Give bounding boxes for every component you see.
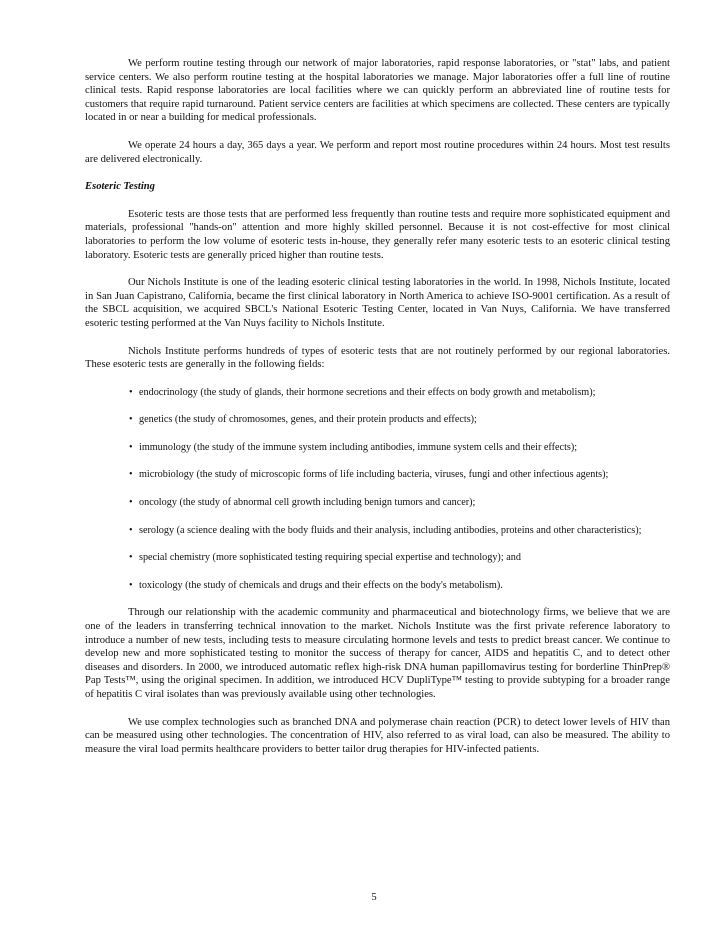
list-item [85,386,670,400]
paragraph-operating-hours: We operate 24 hours a day, 365 days a year. We perform and report most routine procedures within 24 hours. Most test results are delivered electronically. [85,139,670,165]
list-item-text: serology (a science dealing with the body fluids and their analysis, including antibodies, proteins and other characteristics); [139,524,642,536]
bullet-icon: • [129,441,133,453]
paragraph-esoteric-fields-intro: Nichols Institute performs hundreds of types of esoteric tests that are not routinely performed by our regional laboratories. These esoteric tests are generally in the following fields: [85,345,670,371]
esoteric-fields-list [85,386,670,593]
paragraph-technical-innovation: Through our relationship with the academic community and pharmaceutical and biotechnology firms, we believe that we are one of the leaders in transferring technical innovation to the market. Nichols Institute was the first private reference laboratory to introduce a number of new tests, including tests to measure circulating hormone levels and tests to predict breast cancer. We continue to develop new and more sophisticated testing to monitor the success of therapy for cancer, AIDS and hepatitis C, and to detect other diseases and disorders. In 2000, we introduced automatic reflex high-risk DNA human papillomavirus testing for borderline ThinPrep® Pap Tests™, using the original specimen. In addition, we introduced HCV DupliType™ testing to provide subtyping for a broader range of hepatitis C viral isolates than was previously available using other technologies. [85,607,670,700]
list-item-text: microbiology (the study of microscopic forms of life including bacteria, viruses, fungi and other infectious agents); [139,469,609,481]
bullet-icon: • [129,524,133,536]
bullet-icon: • [129,552,133,564]
list-item [85,441,670,455]
list-item [85,468,670,482]
paragraph-esoteric-definition: Esoteric tests are those tests that are performed less frequently than routine tests and require more sophisticated equipment and materials, professional "hands-on" attention and more highly skilled personnel. Because it is not cost-effective for most clinical laboratories to perform the low volume of esoteric tests in-house, they generally refer many esoteric tests to an esoteric clinical testing laboratory. Esoteric tests are generally priced higher than routine tests. [85,208,670,261]
paragraph-nichols-institute: Our Nichols Institute is one of the leading esoteric clinical testing laboratories in the world. In 1998, Nichols Institute, located in San Juan Capistrano, California, became the first clinical laboratory in North America to achieve ISO-9001 certification. As a result of the SBCL acquisition, we acquired SBCL's National Esoteric Testing Center, located in Van Nuys, California. We have transferred esoteric testing performed at the Van Nuys facility to Nichols Institute. [85,277,670,329]
bullet-icon: • [129,497,133,509]
list-item-text: oncology (the study of abnormal cell growth including benign tumors and cancer); [139,497,476,509]
bullet-icon: • [129,469,133,481]
paragraph-hiv-technologies: We use complex technologies such as branched DNA and polymerase chain reaction (PCR) to detect lower levels of HIV than can be measured using other technologies. The concentration of HIV, also referred to as viral load, can also be measured. The ability to measure the viral load permits healthcare providers to better tailor drug therapies for HIV-infected patients. [85,716,670,755]
bullet-icon: • [129,414,133,426]
list-item [85,524,670,538]
list-item [85,496,670,510]
page-number: 5 [371,892,377,903]
list-item [85,413,670,427]
paragraph-routine-testing-network: We perform routine testing through our network of major laboratories, rapid response laboratories, or "stat" labs, and patient service centers. We also perform routine testing at the hospital laboratories we manage. Major laboratories offer a full line of routine clinical tests. Rapid response laboratories are local facilities where we can quickly perform an abbreviated line of routine tests for customers that require rapid turnaround. Patient service centers are facilities at which specimens are collected. These centers are typically located in or near a building for medical professionals. [85,58,670,124]
bullet-icon: • [129,386,133,398]
section-heading-esoteric-testing: Esoteric Testing [85,181,155,193]
list-item-text: immunology (the study of the immune system including antibodies, immune system cells and their effects); [139,441,578,453]
list-item [85,551,670,565]
list-item [85,579,670,593]
list-item-text: genetics (the study of chromosomes, genes, and their protein products and effects); [139,414,477,426]
list-item-text: special chemistry (more sophisticated testing requiring special expertise and technology); and [139,552,521,564]
list-item-text: toxicology (the study of chemicals and drugs and their effects on the body's metabolism). [139,579,503,591]
list-item-text: endocrinology (the study of glands, their hormone secretions and their effects on body growth and metabolism); [139,386,596,398]
bullet-icon: • [129,579,133,591]
document-page [85,57,670,770]
